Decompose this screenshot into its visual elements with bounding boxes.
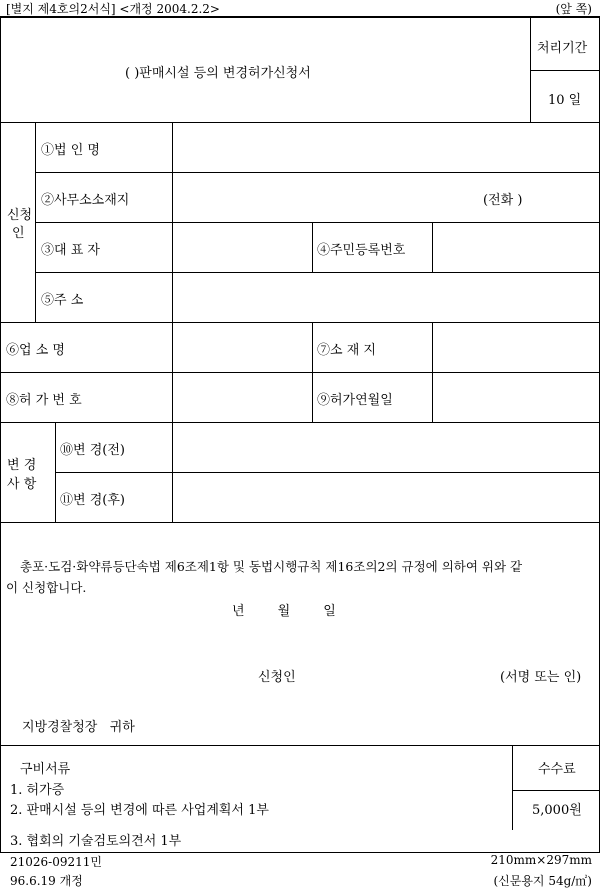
label-value-column-line [172, 122, 173, 422]
form-top-border [0, 16, 600, 18]
phone-label: (전화 ) [483, 193, 523, 208]
corp-name-field[interactable] [174, 124, 598, 171]
change-after-field[interactable] [174, 474, 598, 521]
applicant-signature-label: 신청인 [258, 670, 296, 685]
changes-section-label-2: 사 항 [7, 477, 37, 492]
applicant-section-label-2: 인 [12, 226, 25, 241]
paper-size: 210mm×297mm [490, 853, 592, 867]
statement-text-line2: 이 신청합니다. [6, 580, 87, 595]
row-divider [0, 522, 600, 523]
page-side-label: (앞 쪽) [555, 2, 592, 16]
location-field[interactable] [434, 324, 598, 371]
resident-number-field[interactable] [434, 224, 598, 271]
representative-label: ③대 표 자 [41, 243, 100, 258]
processing-divider [530, 70, 600, 71]
business-name-field[interactable] [174, 324, 311, 371]
row-divider [55, 472, 600, 473]
form-left-border [0, 16, 1, 852]
statement-divider [0, 745, 600, 746]
representative-field[interactable] [174, 224, 311, 271]
row-divider [35, 272, 600, 273]
column-line [312, 222, 313, 272]
form-header-label: [별지 제4호의2서식] <개정 2004.2.2> [6, 2, 220, 16]
address-field[interactable] [174, 274, 598, 321]
row-divider [0, 422, 600, 423]
row-divider [35, 172, 600, 173]
recipient: 지방경찰청장 귀하 [22, 720, 135, 735]
permit-number-label: ⑧허 가 번 호 [6, 393, 82, 408]
form-title: ( )판매시설 등의 변경허가신청서 [125, 66, 311, 81]
row-divider [0, 322, 600, 323]
change-before-label: ⑩변 경(전) [60, 443, 125, 458]
processing-period-value: 10 일 [548, 93, 582, 108]
required-documents-title: 구비서류 [20, 762, 71, 777]
changes-value-column-line [172, 422, 173, 522]
changes-section-label: 변 경 [7, 458, 37, 473]
resident-number-label: ④주민등록번호 [317, 243, 406, 258]
permit-date-label: ⑨허가연월일 [317, 393, 393, 408]
fee-label: 수수료 [538, 762, 576, 777]
business-name-label: ⑥업 소 명 [6, 343, 65, 358]
column-line [432, 322, 433, 422]
permit-number-field[interactable] [174, 374, 311, 421]
document-item: 2. 판매시설 등의 변경에 따른 사업계획서 1부 [10, 803, 269, 818]
row-divider [35, 222, 600, 223]
fee-divider [512, 790, 600, 791]
document-item: 3. 협회의 기술검토의견서 1부 [10, 834, 182, 849]
location-label: ⑦소 재 지 [317, 343, 376, 358]
fee-column-line [512, 745, 513, 830]
form-code: 21026-09211민 [10, 855, 102, 869]
address-label: ⑤주 소 [41, 293, 84, 308]
office-address-label: ②사무소소재지 [41, 193, 130, 208]
column-line [312, 322, 313, 422]
office-address-field[interactable] [174, 174, 598, 221]
document-item: 1. 허가증 [10, 783, 65, 798]
column-line [432, 222, 433, 272]
applicant-label-column-line [35, 122, 36, 322]
change-before-field[interactable] [174, 424, 598, 471]
revision-date: 96.6.19 개정 [10, 874, 83, 888]
statement-text-line1: 총포·도검·화약류등단속법 제6조제1항 및 동법시행규칙 제16조의2의 규정에 의하여 위와 같 [20, 559, 523, 574]
processing-column-line [530, 16, 531, 122]
fee-value: 5,000원 [532, 803, 582, 818]
applicant-section-label: 신청 [7, 208, 33, 223]
corp-name-label: ①법 인 명 [41, 143, 100, 158]
paper-type: (신문용지 54g/㎡) [493, 874, 592, 888]
row-divider [0, 372, 600, 373]
application-date: 년 월 일 [232, 604, 336, 619]
processing-period-label: 처리기간 [537, 41, 588, 56]
permit-date-field[interactable] [434, 374, 598, 421]
title-divider [0, 122, 600, 123]
signature-note: (서명 또는 인) [500, 670, 582, 685]
changes-label-column-line [55, 422, 56, 522]
change-after-label: ⑪변 경(후) [60, 493, 125, 508]
